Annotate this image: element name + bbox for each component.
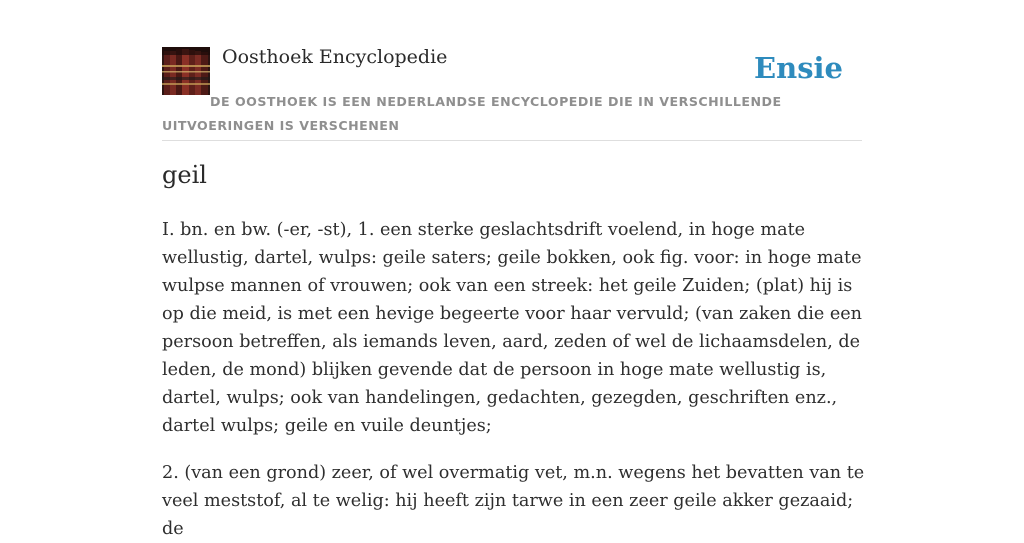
brand-logo-link[interactable]: Ensie [754,51,843,85]
article-title: geil [162,161,207,189]
site-name[interactable]: Oosthoek Encyclopedie [222,46,448,68]
avatar[interactable] [162,47,210,95]
encyclopedia-books-icon [162,47,210,95]
site-tagline: DE OOSTHOEK IS EEN NEDERLANDSE ENCYCLOPEDIE DIE IN VERSCHILLENDE UITVOERINGEN IS VERSCHENEN [162,94,782,133]
article-paragraph-1: I. bn. en bw. (-er, -st), 1. een sterke geslachtsdrift voelend, in hoge mate wellustig, dartel, wulps: geile saters; geile bokken, ook fig. voor: in hoge mate wulpse mannen of vrouwen; ook van een streek: het geile Zuiden; (plat) hij is op die meid, is met een hevige begeerte voor haar vervuld; (van zaken die een persoon betreffen, als iemands leven, aard, zeden of wel de lichaamsdelen, de leden, de mond) blijken gevende dat de persoon in hoge mate wellustig is, dartel, wulps; ook van handelingen, gedachten, gezegden, geschriften enz., dartel wulps; geile en vuile deuntjes; [162,220,862,436]
article-paragraph-2: 2. (van een grond) zeer, of wel overmatig vet, m.n. wegens het bevatten van te veel meststof, al te welig: hij heeft zijn tarwe in een zeer geile akker gezaaid; de [162,463,865,539]
site-header [162,46,862,141]
